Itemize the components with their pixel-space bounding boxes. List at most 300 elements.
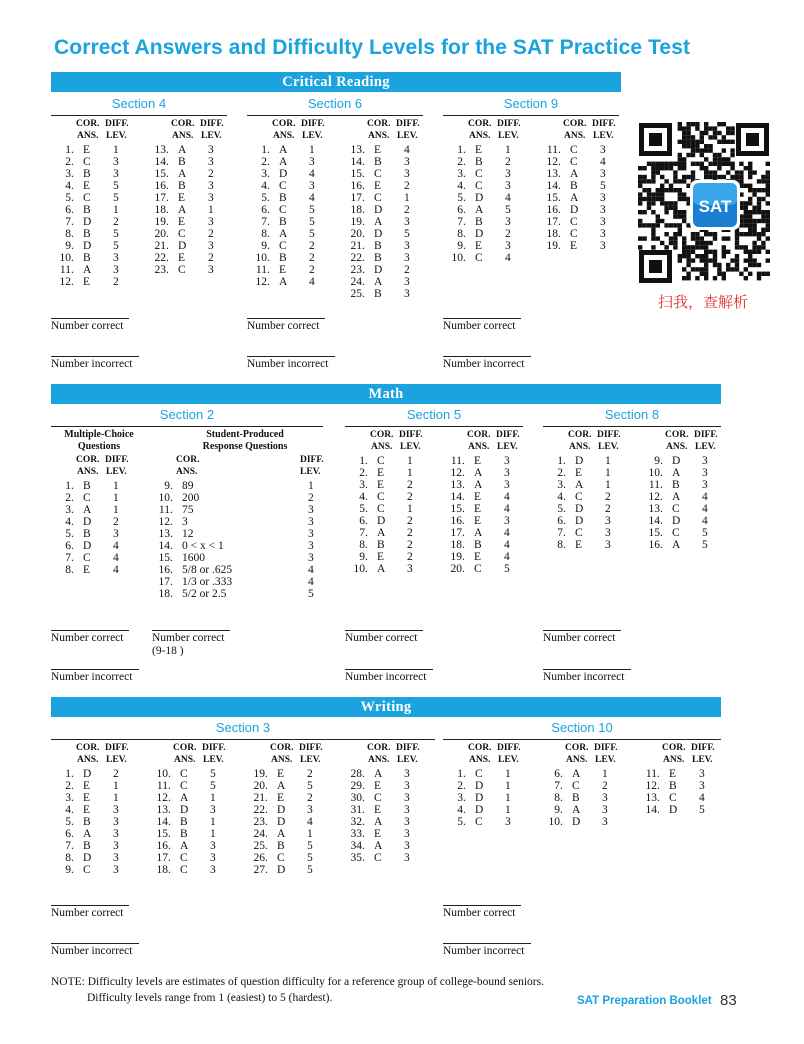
question-dot: . — [560, 816, 563, 828]
answer-row — [443, 204, 523, 216]
correct-answer: C — [180, 780, 188, 792]
number-incorrect-field-label: Number incorrect — [51, 671, 133, 683]
correct-answer: D — [575, 455, 584, 467]
question-dot: . — [657, 780, 660, 792]
answer-row — [443, 192, 523, 204]
question-dot: . — [166, 240, 169, 252]
difficulty-level: 3 — [600, 216, 606, 228]
question-number: 3 — [65, 792, 71, 804]
question-dot: . — [71, 528, 74, 540]
answer-row — [342, 252, 422, 264]
divider — [51, 739, 435, 740]
column-header-label: LEV. — [106, 467, 127, 477]
correct-answer: A — [279, 144, 288, 156]
answer-row — [51, 156, 131, 168]
question-dot: . — [563, 503, 566, 515]
column-header-label: LEV. — [106, 131, 127, 141]
number-incorrect-field[interactable] — [247, 358, 328, 370]
difficulty-level: 1 — [113, 144, 119, 156]
number-correct-field[interactable] — [152, 632, 224, 644]
question-dot: . — [170, 504, 173, 516]
correct-answer: E — [575, 539, 583, 551]
question-number: 14 — [156, 816, 168, 828]
difficulty-level: 3 — [208, 240, 214, 252]
difficulty-level: 3 — [600, 228, 606, 240]
answer-row — [538, 144, 618, 156]
question-dot: . — [265, 852, 268, 864]
answer-row — [150, 492, 322, 504]
answer-row — [637, 780, 717, 792]
number-incorrect-field[interactable] — [443, 358, 524, 370]
question-number: 10 — [353, 563, 365, 575]
question-number: 21 — [253, 792, 265, 804]
question-dot: . — [71, 192, 74, 204]
question-dot: . — [463, 144, 466, 156]
answer-row — [51, 552, 131, 564]
correct-answer: E — [575, 467, 583, 479]
difficulty-level: 2 — [309, 240, 315, 252]
answer-column — [543, 429, 623, 551]
number-incorrect-field[interactable] — [51, 671, 132, 683]
question-number: 5 — [65, 192, 71, 204]
difficulty-level: 3 — [307, 804, 313, 816]
column-header-label: LEV. — [300, 467, 321, 477]
section-label: Section 4 — [111, 96, 167, 111]
column-header-label: ANS. — [666, 442, 688, 452]
answer-row — [247, 252, 327, 264]
question-dot: . — [365, 503, 368, 515]
correct-answer: D — [277, 816, 286, 828]
answer-column — [540, 742, 620, 828]
difficulty-level: 3 — [404, 780, 410, 792]
difficulty-level: 3 — [600, 144, 606, 156]
difficulty-level: 2 — [404, 180, 410, 192]
question-dot: . — [463, 168, 466, 180]
correct-answer: C — [178, 228, 186, 240]
question-dot: . — [267, 216, 270, 228]
question-dot: . — [267, 180, 270, 192]
question-dot: . — [365, 527, 368, 539]
question-dot: . — [71, 156, 74, 168]
question-dot: . — [362, 768, 365, 780]
correct-answer: A — [572, 804, 581, 816]
question-dot: . — [365, 467, 368, 479]
question-dot: . — [558, 168, 561, 180]
column-header-label: COR. — [665, 430, 689, 440]
answer-column — [148, 742, 228, 876]
correct-answer: B — [572, 792, 580, 804]
answer-row — [146, 252, 226, 264]
difficulty-level: 1 — [308, 480, 314, 492]
question-dot: . — [558, 144, 561, 156]
question-number: 5 — [457, 192, 463, 204]
question-number: 6 — [359, 515, 365, 527]
question-number: 7 — [261, 216, 267, 228]
column-header-label: COR. — [468, 119, 492, 129]
answer-row — [148, 804, 228, 816]
question-dot: . — [362, 240, 365, 252]
answer-column — [342, 742, 422, 864]
answer-row — [150, 516, 322, 528]
answer-row — [148, 840, 228, 852]
difficulty-level: 3 — [600, 204, 606, 216]
answer-row — [146, 156, 226, 168]
answer-row — [51, 564, 131, 576]
question-number: 9 — [554, 804, 560, 816]
answer-row — [51, 204, 131, 216]
question-number: 8 — [261, 228, 267, 240]
question-number: 16 — [350, 180, 362, 192]
correct-answer: E — [83, 144, 91, 156]
divider — [247, 115, 423, 116]
column-header-label: COR. — [662, 743, 686, 753]
correct-answer: B — [178, 180, 186, 192]
question-dot: . — [463, 816, 466, 828]
column-header-label: COR. — [467, 430, 491, 440]
answer-row — [247, 264, 327, 276]
question-dot: . — [463, 192, 466, 204]
correct-answer: 1600 — [182, 552, 205, 564]
correct-answer: C — [672, 503, 680, 515]
question-dot: . — [168, 864, 171, 876]
correct-answer: A — [374, 216, 383, 228]
question-dot: . — [362, 792, 365, 804]
question-dot: . — [463, 792, 466, 804]
question-dot: . — [462, 515, 465, 527]
answer-row — [538, 168, 618, 180]
divider — [443, 739, 721, 740]
column-header-label: ANS. — [564, 131, 586, 141]
math-banner: Math — [51, 384, 721, 404]
page-title: Correct Answers and Difficulty Levels for the SAT Practice Test — [54, 36, 691, 59]
question-dot: . — [362, 276, 365, 288]
question-dot: . — [558, 156, 561, 168]
difficulty-level: 3 — [504, 515, 510, 527]
difficulty-level: 2 — [404, 204, 410, 216]
difficulty-level: 1 — [210, 792, 216, 804]
difficulty-level: 1 — [505, 804, 511, 816]
question-number: 9 — [457, 240, 463, 252]
difficulty-level: 5 — [210, 780, 216, 792]
answer-row — [342, 168, 422, 180]
correct-answer: 75 — [182, 504, 194, 516]
question-dot: . — [166, 180, 169, 192]
answer-column — [342, 118, 422, 300]
correct-answer: C — [474, 563, 482, 575]
difficulty-level: 5 — [210, 768, 216, 780]
difficulty-level: 4 — [504, 491, 510, 503]
column-header-label: COR. — [370, 430, 394, 440]
column-header-label: LEV. — [397, 755, 418, 765]
difficulty-level: 2 — [113, 216, 119, 228]
question-number: 6 — [554, 768, 560, 780]
question-number: 7 — [457, 216, 463, 228]
question-dot: . — [365, 455, 368, 467]
difficulty-level: 2 — [208, 228, 214, 240]
number-correct-field[interactable] — [345, 632, 417, 644]
correct-answer: C — [180, 864, 188, 876]
difficulty-level: 3 — [113, 156, 119, 168]
question-dot: . — [71, 540, 74, 552]
answer-row — [150, 552, 322, 564]
number-correct-field[interactable] — [443, 907, 515, 919]
difficulty-level: 4 — [308, 564, 314, 576]
question-number: 16 — [156, 840, 168, 852]
answer-row — [342, 828, 422, 840]
difficulty-level: 4 — [504, 539, 510, 551]
answer-row — [637, 792, 717, 804]
question-number: 10 — [548, 816, 560, 828]
question-number: 12 — [450, 467, 462, 479]
correct-answer: B — [672, 479, 680, 491]
correct-answer: C — [475, 768, 483, 780]
question-dot: . — [563, 527, 566, 539]
difficulty-level: 4 — [504, 551, 510, 563]
correct-answer: E — [178, 252, 186, 264]
spr-heading-line: Response Questions — [202, 441, 288, 452]
correct-answer: C — [374, 852, 382, 864]
correct-answer: C — [570, 216, 578, 228]
difficulty-level: 2 — [407, 491, 413, 503]
column-header-label: ANS. — [469, 131, 491, 141]
spr-column — [150, 454, 322, 600]
correct-answer: A — [474, 467, 483, 479]
section-label: Section 2 — [159, 407, 215, 422]
column-header-label: DIFF. — [497, 119, 521, 129]
difficulty-level: 3 — [113, 804, 119, 816]
question-number: 15 — [350, 168, 362, 180]
spr-range: (9-18 ) — [152, 645, 184, 657]
difficulty-level: 3 — [308, 504, 314, 516]
correct-answer: A — [570, 168, 579, 180]
correct-answer: C — [279, 240, 287, 252]
answer-row — [150, 564, 322, 576]
question-number: 14 — [350, 156, 362, 168]
difficulty-level: 3 — [702, 455, 708, 467]
correct-answer: C — [669, 792, 677, 804]
answer-row — [51, 540, 131, 552]
number-incorrect-field[interactable] — [443, 945, 524, 957]
column-header-label: LEV. — [203, 755, 224, 765]
difficulty-level: 2 — [308, 492, 314, 504]
answer-row — [146, 228, 226, 240]
number-incorrect-field-label: Number incorrect — [51, 945, 133, 957]
scan-caption: 扫我，查解析 — [658, 293, 749, 311]
number-correct-field[interactable] — [51, 632, 123, 644]
answer-row — [247, 156, 327, 168]
answer-row — [51, 792, 131, 804]
difficulty-level: 4 — [404, 144, 410, 156]
difficulty-level: 5 — [309, 204, 315, 216]
answer-row — [148, 852, 228, 864]
question-dot: . — [463, 180, 466, 192]
question-dot: . — [166, 144, 169, 156]
answer-column — [443, 742, 523, 828]
question-dot: . — [558, 240, 561, 252]
correct-answer: A — [277, 828, 286, 840]
difficulty-level: 3 — [113, 816, 119, 828]
note-line-2: Difficulty levels range from 1 (easiest) to 5 (hardest). — [87, 992, 333, 1004]
column-header-label: ANS. — [77, 755, 99, 765]
correct-answer: C — [83, 552, 91, 564]
question-dot: . — [657, 804, 660, 816]
answer-row — [146, 192, 226, 204]
answer-row — [247, 240, 327, 252]
correct-answer: C — [570, 228, 578, 240]
number-correct-field[interactable] — [443, 320, 515, 332]
number-correct-field[interactable] — [543, 632, 615, 644]
answer-row — [443, 168, 523, 180]
column-header-label: DIFF. — [301, 119, 325, 129]
question-dot: . — [365, 491, 368, 503]
column-header — [443, 118, 523, 144]
answer-row — [640, 503, 720, 515]
number-correct-field[interactable] — [51, 907, 123, 919]
question-number: 5 — [65, 528, 71, 540]
question-dot: . — [463, 156, 466, 168]
correct-answer: B — [475, 156, 483, 168]
number-incorrect-field[interactable] — [51, 945, 132, 957]
difficulty-level: 1 — [309, 144, 315, 156]
answer-row — [51, 180, 131, 192]
question-number: 12 — [546, 156, 558, 168]
correct-answer: D — [575, 503, 584, 515]
correct-answer: E — [178, 192, 186, 204]
answer-row — [543, 467, 623, 479]
question-number: 19 — [253, 768, 265, 780]
number-incorrect-field[interactable] — [51, 358, 132, 370]
difficulty-level: 3 — [113, 168, 119, 180]
correct-answer: D — [475, 228, 484, 240]
column-header — [540, 742, 620, 768]
number-correct-field[interactable] — [247, 320, 319, 332]
correct-answer: E — [374, 144, 382, 156]
difficulty-level: 3 — [505, 816, 511, 828]
answer-row — [442, 479, 522, 491]
question-dot: . — [168, 780, 171, 792]
question-number: 19 — [546, 240, 558, 252]
correct-answer: C — [575, 527, 583, 539]
answer-column — [443, 118, 523, 264]
question-dot: . — [267, 144, 270, 156]
answer-row — [342, 840, 422, 852]
difficulty-level: 1 — [113, 792, 119, 804]
question-dot: . — [365, 479, 368, 491]
question-number: 29 — [350, 780, 362, 792]
blank-line — [152, 630, 230, 631]
answer-row — [247, 180, 327, 192]
difficulty-level: 5 — [307, 864, 313, 876]
column-header-label: ANS. — [271, 755, 293, 765]
difficulty-level: 5 — [600, 180, 606, 192]
answer-row — [538, 228, 618, 240]
answer-row — [443, 768, 523, 780]
correct-answer: E — [377, 467, 385, 479]
question-number: 9 — [654, 455, 660, 467]
column-header-label: DIFF. — [399, 430, 423, 440]
question-dot: . — [265, 840, 268, 852]
correct-answer: C — [374, 168, 382, 180]
question-dot: . — [362, 780, 365, 792]
correct-answer: D — [180, 804, 189, 816]
difficulty-level: 3 — [699, 780, 705, 792]
difficulty-level: 3 — [505, 216, 511, 228]
answer-row — [342, 228, 422, 240]
column-header-label: LEV. — [300, 755, 321, 765]
question-number: 12 — [648, 491, 660, 503]
answer-row — [637, 768, 717, 780]
answer-row — [51, 816, 131, 828]
question-dot: . — [71, 816, 74, 828]
difficulty-level: 3 — [308, 552, 314, 564]
number-correct-field-label: Number correct — [443, 320, 516, 332]
answer-row — [247, 228, 327, 240]
answer-row — [345, 527, 425, 539]
column-header-label: COR. — [367, 119, 391, 129]
difficulty-level: 5 — [308, 588, 314, 600]
number-incorrect-field[interactable] — [543, 671, 624, 683]
difficulty-level: 5 — [702, 527, 708, 539]
question-number: 4 — [65, 516, 71, 528]
correct-answer: E — [83, 780, 91, 792]
question-number: 13 — [154, 144, 166, 156]
note-line-1: NOTE: Difficulty levels are estimates of question difficulty for a reference group of college-bound seniors. — [51, 976, 544, 988]
answer-row — [148, 816, 228, 828]
column-header-label: COR. — [563, 119, 587, 129]
divider — [543, 426, 721, 427]
question-number: 2 — [65, 492, 71, 504]
qr-code[interactable] — [638, 122, 770, 284]
difficulty-level: 4 — [504, 503, 510, 515]
question-number: 14 — [158, 540, 170, 552]
number-correct-field[interactable] — [51, 320, 123, 332]
blank-line — [51, 630, 129, 631]
answer-row — [51, 228, 131, 240]
correct-answer: E — [377, 479, 385, 491]
correct-answer: C — [277, 852, 285, 864]
answer-row — [442, 527, 522, 539]
answer-row — [442, 455, 522, 467]
question-number: 3 — [457, 792, 463, 804]
question-dot: . — [170, 480, 173, 492]
correct-answer: C — [83, 864, 91, 876]
question-number: 7 — [65, 216, 71, 228]
correct-answer: B — [83, 528, 91, 540]
difficulty-level: 3 — [605, 527, 611, 539]
column-header-label: LEV. — [498, 755, 519, 765]
column-header-label: DIFF. — [592, 119, 616, 129]
question-number: 12 — [645, 780, 657, 792]
question-number: 11 — [645, 768, 657, 780]
answer-row — [543, 455, 623, 467]
column-header-label: COR. — [171, 119, 195, 129]
correct-answer: A — [180, 840, 189, 852]
correct-answer: D — [83, 516, 92, 528]
answer-column — [51, 454, 131, 576]
difficulty-level: 3 — [600, 168, 606, 180]
question-dot: . — [463, 204, 466, 216]
correct-answer: B — [377, 539, 385, 551]
correct-answer: A — [83, 828, 92, 840]
answer-row — [443, 180, 523, 192]
answer-row — [51, 480, 131, 492]
column-header-label: DIFF. — [694, 430, 718, 440]
question-number: 24 — [253, 828, 265, 840]
correct-answer: C — [475, 252, 483, 264]
number-incorrect-field[interactable] — [345, 671, 426, 683]
number-incorrect-field-label: Number incorrect — [345, 671, 427, 683]
correct-answer: A — [475, 204, 484, 216]
